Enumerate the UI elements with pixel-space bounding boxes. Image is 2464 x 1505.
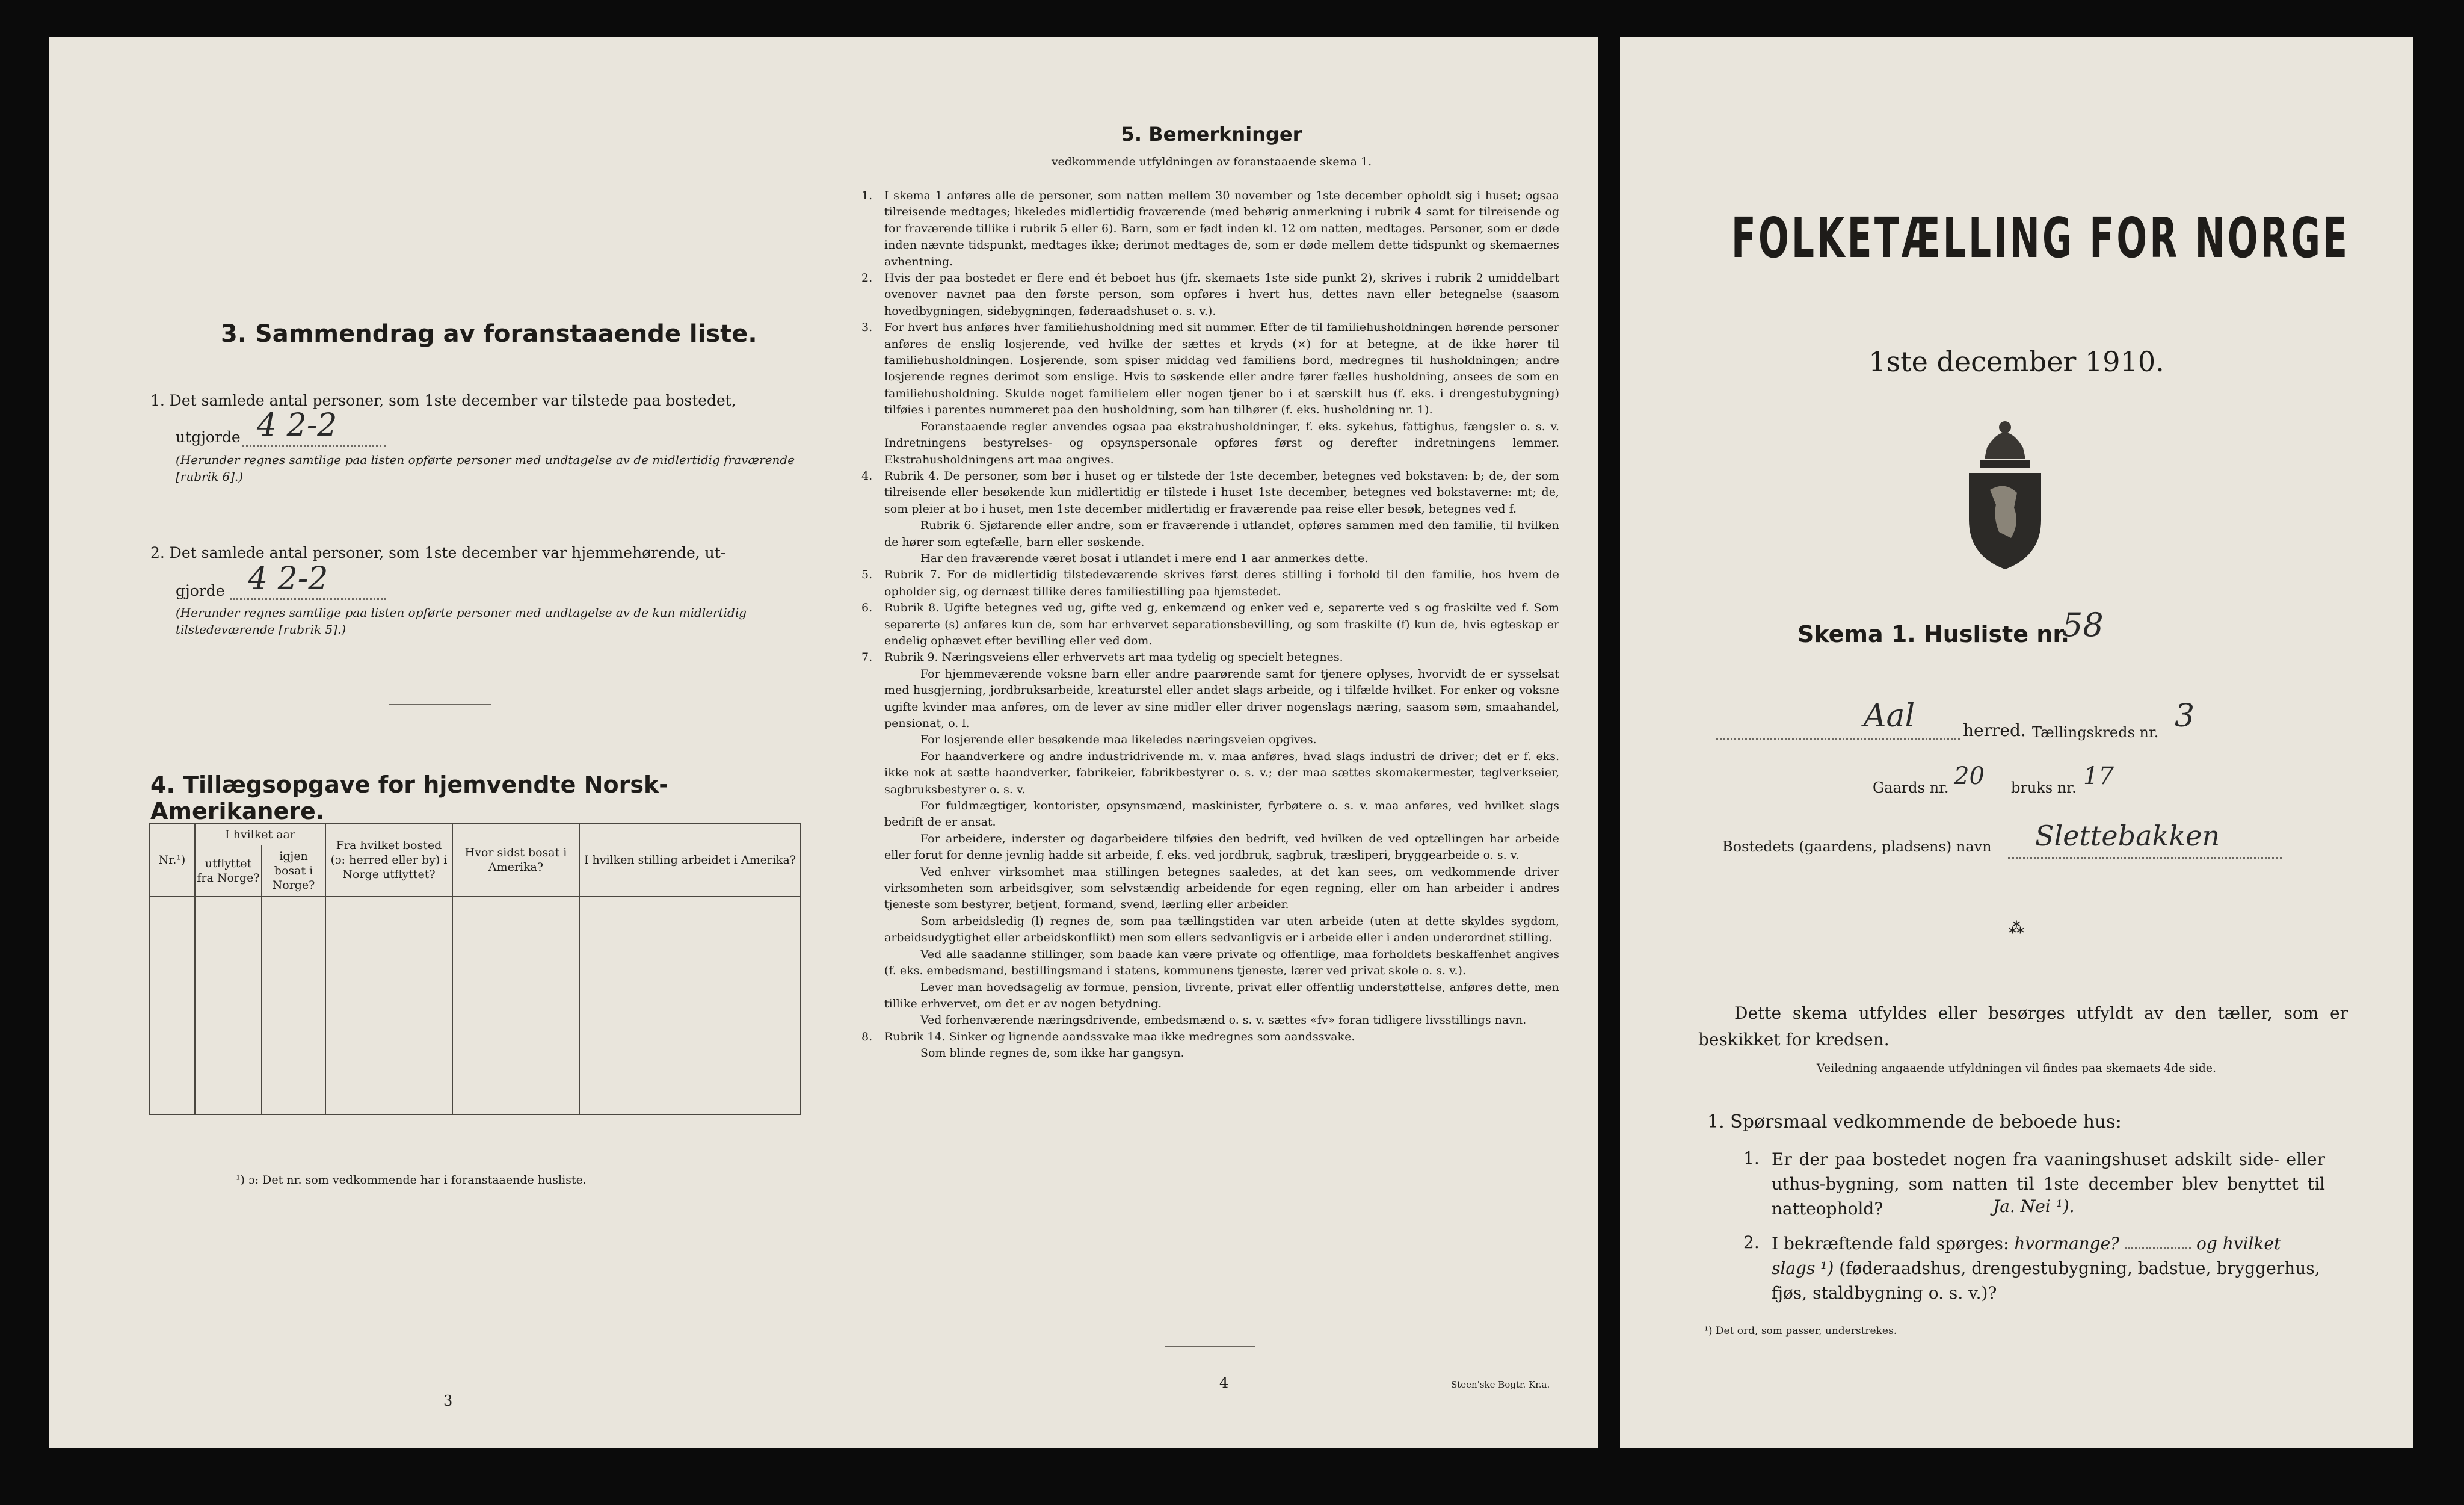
table-row	[149, 941, 801, 984]
remark-text: Rubrik 9. Næringsveiens eller erhvervets art maa tydelig og specielt betegnes.	[884, 651, 1343, 664]
remark-number	[861, 947, 884, 980]
remark-text: For hvert hus anføres hver familiehusholdning med sit nummer. Efter de til familiehusholdningen hørende personer anføres de enslig losjerende, ved hvilke der sættes et kryds (×) for at betegne, at de ikke hører til familiehusholdningen. Losjerende, som spiser middag ved familiens bord, medregnes til husholdningen; andre losjerende regnes derimot som enslige. Hvis to søskende eller andre fører fælles husholdning, ansees de som en familiehusholdning. Skulde noget familielem eller nogen tjener bo i et særskilt hus (f. eks. i drengestubygning) tilføies i parentes nummeret paa den husholdning, som han tilhører (f. eks. husholdning nr. 1).	[884, 321, 1559, 417]
remark-text: For losjerende eller besøkende maa likeledes næringsveien opgives.	[920, 733, 1317, 747]
remark-number: 6.	[861, 601, 873, 615]
page-number-4: 4	[1219, 1374, 1229, 1391]
remark-number	[861, 551, 884, 567]
gaards-value: 20	[1954, 762, 1985, 790]
remark-item	[861, 551, 1559, 567]
table-row	[149, 984, 801, 1027]
remark-number	[861, 518, 884, 551]
remark-item	[861, 666, 1559, 732]
remark-item	[861, 1045, 1559, 1062]
printer-name: Steen'ske Bogtr. Kr.a.	[1451, 1379, 1550, 1390]
remark-number: 5.	[861, 568, 873, 582]
divider	[389, 704, 491, 705]
divider	[1165, 1346, 1255, 1347]
remark-text: Ved alle saadanne stillinger, som baade kan være private og offentlige, maa forholdets beskaffenhet angives (f. eks. embedsmand, bestillingsmand i statens, kommunens tjeneste, lærer ved privat skole o. s. v.).	[884, 947, 1559, 978]
remark-item	[861, 600, 1559, 649]
remark-item	[861, 320, 1559, 418]
remark-number	[861, 749, 884, 798]
remark-item	[861, 567, 1559, 600]
remark-number: 3.	[861, 321, 873, 335]
remark-text: For arbeidere, inderster og dagarbeidere tilføies den bedrift, ved hvilken de ved optællingen har arbeide eller forut for denne jevnlig hadde sit arbeide, f. eks. ved jordbruk, sagbruk, træsliperi, bryggearbeide o. s. v.	[884, 832, 1559, 862]
remark-number: 1.	[861, 189, 873, 202]
item-1-line	[242, 445, 386, 447]
item-2-line	[230, 598, 386, 600]
item-2-text: 2. Det samlede antal personer, som 1ste december var hjemmehørende, ut-	[150, 544, 726, 561]
bemerkninger-subtitle: vedkommende utfyldningen av foranstaaende skema 1.	[1051, 155, 1372, 168]
remark-number	[861, 666, 884, 732]
col-hvor: Hvor sidst bosat i Amerika?	[452, 823, 579, 897]
q1-answer: Ja. Nei ¹).	[1993, 1196, 2075, 1216]
remark-text: For fuldmægtiger, kontorister, opsynsmænd, maskinister, fyrbøtere o. s. v. maa anføres, ved hvilket slags bedrift de er ansat.	[884, 799, 1559, 829]
remark-number	[861, 798, 884, 831]
remark-item	[861, 649, 1559, 666]
remark-item	[861, 913, 1559, 947]
table-row	[149, 1027, 801, 1071]
bosted-value: Slettebakken	[2035, 820, 2220, 852]
remark-number: 4.	[861, 469, 873, 483]
bemerkninger-list	[861, 188, 1559, 1062]
q2-hvilket: og hvilket slags ¹)	[1772, 1234, 2281, 1278]
remark-item	[861, 732, 1559, 748]
remark-item	[861, 831, 1559, 864]
remark-text: Ved forhenværende næringsdrivende, embedsmænd o. s. v. sættes «fv» foran tidligere livsstillings navn.	[920, 1013, 1527, 1027]
section-4-title: 4. Tillægsopgave for hjemvendte Norsk-Amerikanere.	[150, 771, 668, 824]
remark-number	[861, 980, 884, 1013]
col-nr: Nr.¹)	[149, 823, 195, 897]
table-row	[149, 1071, 801, 1114]
item-2-value: 4 2-2	[248, 561, 328, 597]
veiledning-text: Veiledning angaaende utfyldningen vil findes paa skemaets 4de side.	[1816, 1062, 2217, 1075]
bruks-label: bruks nr.	[2011, 779, 2077, 796]
q2-number: 2.	[1743, 1232, 1760, 1252]
census-date: 1ste december 1910.	[1868, 345, 2164, 378]
remark-item	[861, 798, 1559, 831]
remark-text: Som arbeidsledig (l) regnes de, som paa tællingstiden var uten arbeide (uten at dette skyldes sygdom, arbeidsudygtighet eller arbeidskonflikt) men som ellers sedvanligvis er i arbeide eller i anden underordnet stilling.	[884, 914, 1559, 945]
herred-line	[1716, 738, 1960, 740]
table-footnote: ¹) ɔ: Det nr. som vedkommende har i foranstaaende husliste.	[236, 1173, 587, 1187]
remark-text: Foranstaaende regler anvendes ogsaa paa ekstrahusholdninger, f. eks. sykehus, fattighus, fængsler o. s. v. Indretningens bestyrelses- og opsynspersonale opføres først og derefter indretningens lemmer. Ekstrahusholdningens art maa angives.	[884, 419, 1559, 466]
item-1-value: 4 2-2	[257, 407, 337, 443]
col-utflyttet: utflyttet fra Norge?	[195, 845, 262, 897]
remark-text: I skema 1 anføres alle de personer, som natten mellem 30 november og 1ste december opholdt sig i huset; ogsaa tilreisende medtages; likeledes midlertidig fraværende (med behørig anmerkning i rubrik 4 samt for tilreisende og for fraværende tillike i rubrik 5 eller 6). Barn, som er født inden kl. 12 om natten, medtages. Personer, som er døde inden nævnte tidspunkt, medtages ikke; derimot medtages de, som er døde mellem dette tidspunkt og skemaernes avhentning.	[884, 189, 1559, 268]
item-1-text: 1. Det samlede antal personer, som 1ste december var tilstede paa bostedet,	[150, 392, 736, 409]
col-igjen: igjen bosat i Norge?	[262, 845, 325, 897]
ornament: ⁂	[2009, 919, 2024, 938]
herred-value: Aal	[1864, 698, 1915, 734]
remark-number	[861, 913, 884, 947]
page-number-3: 3	[443, 1392, 453, 1409]
remark-text: Rubrik 6. Sjøfarende eller andre, som er fraværende i utlandet, opføres sammen med den familie, til hvilken de hører som egtefælle, barn eller søskende.	[884, 519, 1559, 549]
item-1-note: (Herunder regnes samtlige paa listen opførte personer med undtagelse av de midlertidig fraværende [rubrik 6].)	[176, 453, 795, 484]
q2-intro: I bekræftende fald spørges:	[1772, 1234, 2009, 1253]
skema-label: Skema 1. Husliste nr.	[1797, 621, 2070, 647]
remark-item	[861, 419, 1559, 468]
col-stilling: I hvilken stilling arbeidet i Amerika?	[579, 823, 801, 897]
remark-text: For haandverkere og andre industridrivende m. v. maa anføres, hvad slags industri de driver; det er f. eks. ikke nok at sætte haandverker, fabrikeier, fabrikbestyrer o. s. v.; der maa sættes skomakermester, teglverkseier, sagbruksbestyrer o. s. v.	[884, 749, 1559, 796]
remark-number	[861, 831, 884, 864]
page1-footnote: ¹) Det ord, som passer, understrekes.	[1704, 1325, 1897, 1337]
remark-number	[861, 1012, 884, 1028]
item-1-label: utgjorde	[176, 428, 241, 446]
bosted-line	[2008, 857, 2282, 859]
remark-item	[861, 980, 1559, 1013]
q2-text	[1772, 1231, 2325, 1305]
remark-text: Rubrik 8. Ugifte betegnes ved ug, gifte ved g, enkemænd og enker ved e, separerte ved s og fraskilte ved f. Som separerte (s) anføres kun de, som har erhvervet separationsbevilling, og som fraskilte (f) kun de, hvis egteskap er endelig ophævet efter bevilling eller ved dom.	[884, 601, 1559, 647]
remark-text: Rubrik 4. De personer, som bør i huset og er tilstede der 1ste december, betegnes ved bokstaven: b; de, der som tilreisende eller besøkende kun midlertidig er tilstede i huset 1ste december, betegnes ved bokstaverne: mt; de, som pleier at bo i huset, men 1ste december midlertidig er fraværende paa reise eller besøk, betegnes ved f.	[884, 469, 1559, 516]
remark-number: 7.	[861, 651, 873, 664]
husliste-nr-value: 58	[2062, 606, 2104, 644]
page-4	[825, 37, 1598, 1448]
remark-number: 2.	[861, 271, 873, 285]
remark-item	[861, 188, 1559, 270]
col-fra: Fra hvilket bosted (ɔ: herred eller by) i Norge utflyttet?	[325, 823, 452, 897]
col-group-year: I hvilket aar	[195, 823, 325, 845]
q2-examples: (føderaadshus, drengestubygning, badstue, bryggerhus, fjøs, staldbygning o. s. v.)?	[1772, 1258, 2320, 1303]
gaards-label: Gaards nr.	[1873, 779, 1949, 796]
item-2-note: (Herunder regnes samtlige paa listen opførte personer med undtagelse av de kun midlertidig tilstedeværende [rubrik 5].)	[176, 605, 747, 637]
census-title: FOLKETÆLLING FOR NORGE	[1731, 206, 2350, 270]
remark-item	[861, 1012, 1559, 1028]
remark-item	[861, 1029, 1559, 1045]
remark-number	[861, 864, 884, 913]
remark-text: Rubrik 7. For de midlertidig tilstedeværende skrives først deres stilling i forhold til den familie, hos hvem de opholder sig, og dernæst tillike deres familiestilling paa hjemstedet.	[884, 568, 1559, 598]
remark-item	[861, 518, 1559, 551]
remark-number: 8.	[861, 1030, 873, 1043]
remark-item	[861, 468, 1559, 518]
bosted-label: Bostedets (gaardens, pladsens) navn	[1722, 838, 1992, 855]
page-1	[1620, 37, 2413, 1448]
remark-item	[861, 749, 1559, 798]
bemerkninger-title: 5. Bemerkninger	[1121, 123, 1302, 146]
coat-of-arms-icon	[1963, 418, 2047, 573]
kreds-label: Tællingskreds nr.	[2032, 724, 2159, 741]
herred-label: herred.	[1963, 720, 2026, 740]
q1-number: 1.	[1743, 1148, 1760, 1168]
page-3	[49, 37, 825, 1448]
remark-text: Har den fraværende været bosat i utlandet i mere end 1 aar anmerkes dette.	[920, 551, 1369, 565]
remark-number	[861, 419, 884, 468]
remark-number	[861, 1045, 884, 1062]
remark-text: Lever man hovedsagelig av formue, pension, livrente, privat eller offentlig understøttelse, anføres dette, men tillike erhvervet, om det er av nogen betydning.	[884, 980, 1559, 1010]
bruks-value: 17	[2083, 762, 2114, 790]
q2-hvormange: hvormange?	[2014, 1234, 2120, 1253]
remark-text: Rubrik 14. Sinker og lignende aandssvake maa ikke medregnes som aandssvake.	[884, 1030, 1355, 1043]
section-3-title: 3. Sammendrag av foranstaaende liste.	[221, 320, 757, 348]
q2-dotline	[2125, 1247, 2191, 1249]
question-heading: 1. Spørsmaal vedkommende de beboede hus:	[1707, 1111, 2122, 1133]
remark-item	[861, 270, 1559, 320]
item-2-label: gjorde	[176, 582, 225, 599]
table-row	[149, 897, 801, 941]
norsk-amerikanere-table	[149, 823, 801, 1115]
remark-number	[861, 732, 884, 748]
remark-item	[861, 864, 1559, 913]
intro-text: Dette skema utfyldes eller besørges utfyldt av den tæller, som er beskikket for kredsen.	[1698, 1003, 2348, 1049]
remark-text: Som blinde regnes de, som ikke har gangsyn.	[920, 1046, 1184, 1060]
remark-text: For hjemmeværende voksne barn eller andre paarørende samt for tjenere oplyses, hvorvidt de er sysselsat med husgjerning, jordbruksarbeide, kreaturstel eller andet slags arbeide, og i tilfælde hvilket. For enker og voksne ugifte kvinder maa anføres, om de lever av sine midler eller driver nogenslags næring, saasom søm, smaahandel, pensionat, o. l.	[884, 667, 1559, 730]
remark-text: Ved enhver virksomhet maa stillingen betegnes saaledes, at det kan sees, om vedkommende driver virksomheten som arbeidsgiver, som selvstændig arbeidende for egen regning, eller om han arbeider i andres tjeneste som bestyrer, betjent, formand, svend, lærling eller arbeider.	[884, 865, 1559, 912]
remark-text: Hvis der paa bostedet er flere end ét beboet hus (jfr. skemaets 1ste side punkt 2), skrives i rubrik 2 umiddelbart ovenover navnet paa den første person, som opføres i hvert hus, dettes navn eller betegnelse (saasom hovedbygningen, sidebygningen, føderaadshuset o. s. v.).	[884, 271, 1559, 318]
kreds-value: 3	[2175, 698, 2195, 734]
q1-text: Er der paa bostedet nogen fra vaaningshuset adskilt side- eller uthus-bygning, som natten til 1ste december blev benyttet til natteophold?	[1772, 1149, 2325, 1219]
remark-item	[861, 947, 1559, 980]
